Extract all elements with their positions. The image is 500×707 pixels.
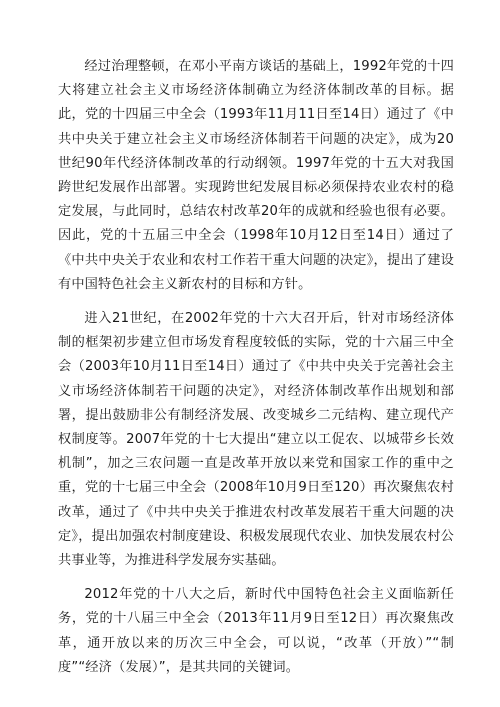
document-body [58,55,454,690]
paragraph-18th-congress: 2012年党的十八大之后，新时代中国特色社会主义面临新任务，党的十八届三中全会（2013年11月9日至12日）再次聚焦改革，通开放以来的历次三中全会，可以说，“改革（开放）”“制度”“经济（发展）”，是其共同的关键词。 [58,587,454,675]
paragraph-21st-century: 进入21世纪，在2002年党的十六大召开后，针对市场经济体制的框架初步建立但市场发育程度较低的实际，党的十六届三中全会（2003年10月11日至14日）通过了《中共中央关于完善社会主义市场经济体制若干问题的决定》，对经济体制改革作出规划和部署，提出鼓励非公有制经济发展、改变城乡二元结构、建立现代产权制度等。2007年党的十七大提出“建立以工促农、以城带乡长效机制”，加之三农问题一直是改革开放以来党和国家工作的重中之重，党的十七届三中全会（2008年10月9日至120）再次聚焦农村改革，通过了《中共中央关于推进农村改革发展若干重大问题的决定》，提出加强农村制度建设、积极发展现代农业、加快发展农村公共事业等，为推进科学发展夯实基础。 [58,311,454,569]
paragraph-1990s-reform: 经过治理整顿，在邓小平南方谈话的基础上，1992年党的十四大将建立社会主义市场经济体制确立为经济体制改革的目标。据此，党的十四届三中全会（1993年11月11日至14日）通过了《中共中央关于建立社会主义市场经济体制若干问题的决定》，成为20世纪90年代经济体制改革的行动纲领。1997年党的十五大对我国跨世纪发展作出部署。实现跨世纪发展目标必须保持农业农村的稳定发展，与此同时，总结农村改革20年的成就和经验也很有必要。因此，党的十五届三中全会（1998年10月12日至14日）通过了《中共中央关于农业和农村工作若干重大问题的决定》，提出了建设有中国特色社会主义新农村的目标和方针。 [58,59,454,292]
